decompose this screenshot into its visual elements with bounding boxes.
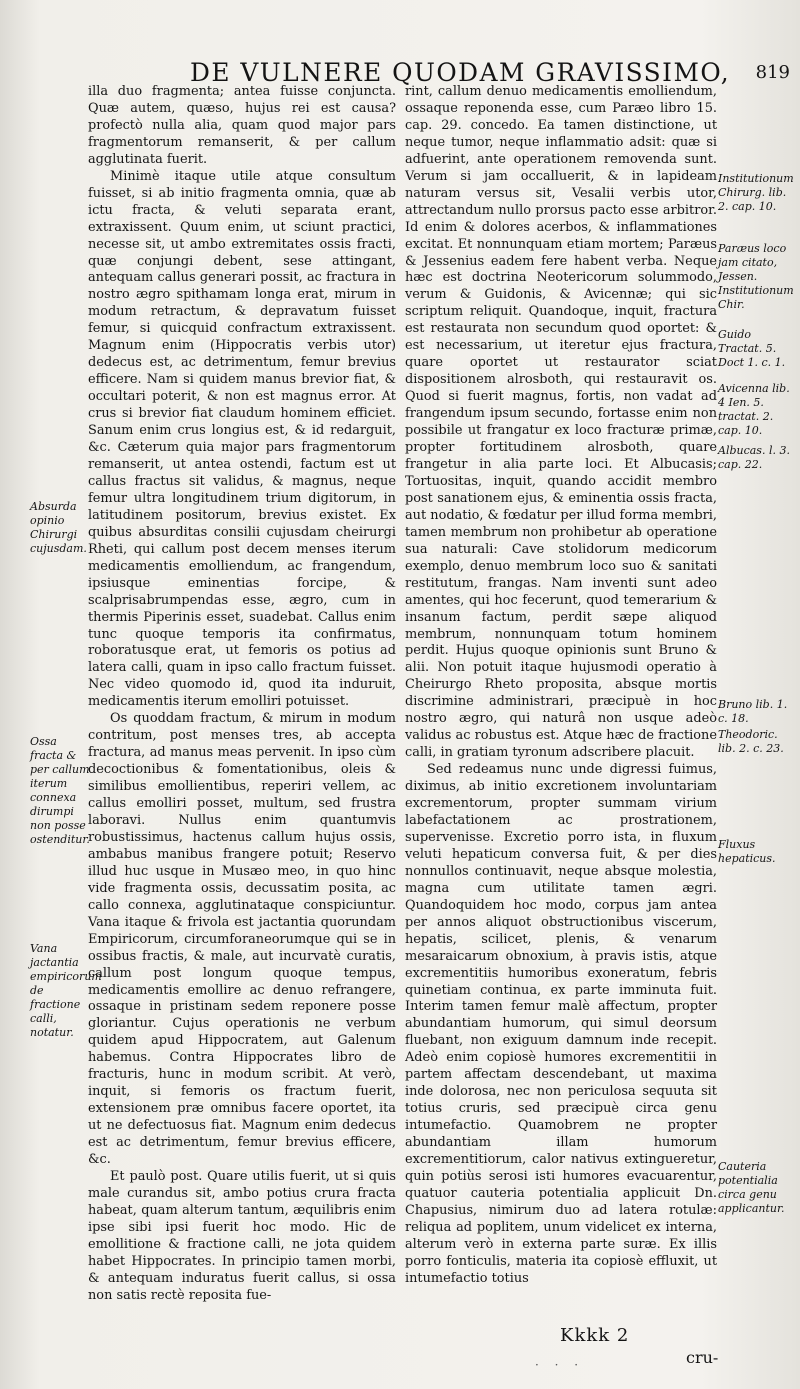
signature-mark: Kkkk 2 <box>560 1325 630 1346</box>
margin-note: Paræus loco jam citato, Jessen. Institutionum Chir. <box>718 242 794 311</box>
margin-note: Cauteria potentialia circa genu applicantur. <box>718 1160 785 1215</box>
margin-note: Institutionum Chirurg. lib. 2. cap. 10. <box>718 172 794 213</box>
paragraph: illa duo fragmenta; antea fuisse conjuncta. Quæ autem, quæso, hujus rei est causa? profectò nulla alia, quam quod major pars fragmentorum remanserit, & per callum agglutinata fuerit. <box>88 84 396 167</box>
margin-note: Fluxus hepaticus. <box>718 838 776 865</box>
paragraph: Et paulò post. Quare utilis fuerit, ut si quis male curandus sit, ambo potius crura fracta habeat, quam alterum tantum, æquilibris enim ipse sibi ipsi fuerit hoc modo. Hic de emollitione & fractione calli, ne jota quidem habet Hippocrates. In principio tamen morbi, & antequam induratus fuerit callus, si ossa non satis rectè reposita fue- <box>88 1169 396 1303</box>
running-head: DE VULNERE QUODAM GRAVISSIMO, <box>190 58 731 87</box>
right-column <box>405 84 717 1288</box>
paragraph: Sed redeamus nunc unde digressi fuimus, diximus, ab initio excretionem involuntariam excrementorum, propter summam virium labefactationem ac prostrationem, supervenisse. Excretio porro ista, in fluxum veluti hepaticum conversa fuit, & per dies nonnullos continuavit, neque absque molestia, magna cum utilitate tamen ægri. Quandoquidem hoc modo, corpus jam antea per annos aliquot obstructionibus viscerum, hepatis, scilicet, plenis, & venarum mesaraicarum obnoxium, à pravis istis, atque excrementitiis humoribus exoneratum, febris quinetiam continua, ex parte imminuta fuit. Interim tamen femur malè affectum, propter abundantiam humorum, qui simul deorsum fluebant, non exiguum damnum inde recepit. Adeò enim copiosè humores excrementitii in partem affectam descendebant, ut maxima inde dolorosa, nec non periculosa sequuta sit totius cruris, sed præcipuè circa genu intumefactio. Quamobrem ne propter abundantiam illam humorum excrementitiorum, calor nativus extingueretur, quin potiùs serosi isti humores evacuarentur, quatuor cauteria potentialia applicuit Dn. Chapusius, nimirum duo ad latera rotulæ: reliqua ad poplitem, unum videlicet ex interna, alterum verò in externa parte suræ. Ex illis porro fonticulis, materia ita copiosè effluxit, ut intumefactio totius <box>405 762 717 1286</box>
catchword: cru- <box>686 1348 719 1367</box>
paragraph: rint, callum denuo medicamentis emolliendum, ossaque reponenda esse, cum Paræo libro 15. cap. 29. concedo. Ea tamen distinctione, ut neque tumor, neque inflammatio adsit: quæ si adfuerint, ante operationem removenda sunt. Verum si jam occalluerit, & in lapideam naturam versus sit, Vesalii verbis utor, attrectandum nullo prorsus pacto esse arbitror. Id enim & dolores acerbos, & inflammationes excitat. Et nonnunquam etiam mortem; Paræus & Jessenius eadem fere habent verba. Neque hæc est doctrina Neotericorum solummodo, verum & Guidonis, & Avicennæ; qui sic scriptum reliquit. Quandoque, inquit, fractura est restaurata non secundum quod oportet: & est necessarium, ut iteretur ejus fractura, quare oportet ut restaurator sciat dispositionem alrosboth, qui restauravit os. Quod si fuerit magnus, fortis, non vadat ad frangendum ipsum secundo, fortasse enim non possibile ut frangatur ex loco fracturæ primæ, propter fortitudinem alrosboth, quare frangetur in alia parte loci. Et Albucasis; Tortuositas, inquit, quando accidit membro post sanationem ejus, & eminentia ossis fracta, aut nodatio, & fœdatur per illud forma membri, tamen membrum non prohibetur ab operatione sua naturali: Cave stolidorum medicorum exemplo, denuo membrum loco suo & sanitati restitutum, frangas. Nam inventi sunt adeo amentes, qui hoc fecerunt, quod temerarium & insanum factum, perdit sæpe aliquod membrum, nonnunquam totum hominem perdit. Hujus quoque opinionis sunt Bruno & alii. Non potuit itaque hujusmodi operatio à Cheirurgo Rheto proposita, absque mortis discrimine administrari, præcipuè in hoc nostro ægro, qui naturâ non usque adeò validus ac robustus est. Atque hæc de fractione calli, in gratiam tyronum adscribere placuit. <box>405 84 717 761</box>
margin-note: Albucas. l. 3. cap. 22. <box>718 444 790 471</box>
margin-note: Vana jactantia empiricorum de fractione calli, notatur. <box>30 942 102 1039</box>
paragraph: Os quoddam fractum, & mirum in modum contritum, post menses tres, ab accepta fractura, ad manus meas pervenit. In ipso cùm decoctionibus & fomentationibus, oleis & similibus emollientibus, reperiri vellem, ac callus emolliri posset, multum, sed frustra laboravi. Nullus enim quantumvis robustissimus, hactenus callum hujus ossis, ambabus manibus frangere potuit; Reservo illud huc usque in Musæo meo, in quo hinc vide fragmenta ossis, decussatim posita, ac callo connexa, agglutinataque conspiciuntur. Vana itaque & frivola est jactantia quorundam Empiricorum, circumforaneorumque qui se in ossibus fractis, & male, aut incurvatè curatis, callum post longum quoque tempus, medicamentis emollire ac denuo refrangere, ossaque in pristinam sedem reponere posse gloriantur. Cujus operationis ne verbum quidem apud Hippocratem, aut Galenum habemus. Contra Hippocrates libro de fracturis, hunc in modum scribit. At verò, inquit, si femoris os fractum fuerit, extensionem præ omnibus facere oportet, ita ut ne defectuosus fiat. Magnum enim dedecus est ac detrimentum, femur brevius efficere, &c. <box>88 711 396 1168</box>
margin-note: Guido Tractat. 5. Doct 1. c. 1. <box>718 328 786 369</box>
margin-note: Theodoric. lib. 2. c. 23. <box>718 728 784 755</box>
paragraph: Minimè itaque utile atque consultum fuisset, si ab initio fragmenta omnia, quæ ab ictu fracta, & veluti separata erant, extraxissent. Quum enim, ut sciunt practici, necesse sit, ut ambo extremitates ossis fracti, quæ conjungi debent, sese attingant, antequam callus generari possit, ac fractura in nostro ægro spithamam longa erat, mirum in modum retractum, & depravatum fuisset femur, si quicquid confractum extraxissent. Magnum enim (Hippocratis verbis utor) dedecus est, ac detrimentum, femur brevius efficere. Nam si quidem manus brevior fiat, & occultari poterit, & non est magnus error. At crus si brevior fiat claudum hominem efficiet. Sanum enim crus longius est, & id redarguit, &c. Cæterum quia major pars fragmentorum remanserit, ut antea ostendi, factum est ut callus fractus sit validus, & magnus, neque femur ultra longitudinem trium digitorum, in latitudinem positorum, brevius existet. Ex quibus absurditas consilii cujusdam cheirurgi Rheti, qui callum post decem menses iterum medicamentis emolliendum, ac frangendum, ipsiusque eminentias forcipe, & scalprisabrumpendas esse, ægro, cum in thermis Piperinis esset, suadebat. Callus enim tunc quoque temporis ita confirmatus, roboratusque erat, ut femoris os potius ad latera calli, quam in ipso callo fractum fuisset. Nec video quomodo id, quod ita induruit, medicamentis iterum emolliri potuisset. <box>88 168 396 710</box>
page-number: 819 <box>755 62 790 83</box>
margin-note: Ossa fracta & per callum iterum connexa dirumpi non posse ostenditur. <box>30 735 90 846</box>
margin-note: Absurda opinio Chirurgi cujusdam. <box>30 500 87 555</box>
margin-note: Avicenna lib. 4 Ien. 5. tractat. 2. cap. 10. <box>718 382 790 437</box>
margin-note: Bruno lib. 1. c. 18. <box>718 698 788 725</box>
ink-specks: · · · <box>535 1358 585 1372</box>
left-column <box>88 84 396 1305</box>
